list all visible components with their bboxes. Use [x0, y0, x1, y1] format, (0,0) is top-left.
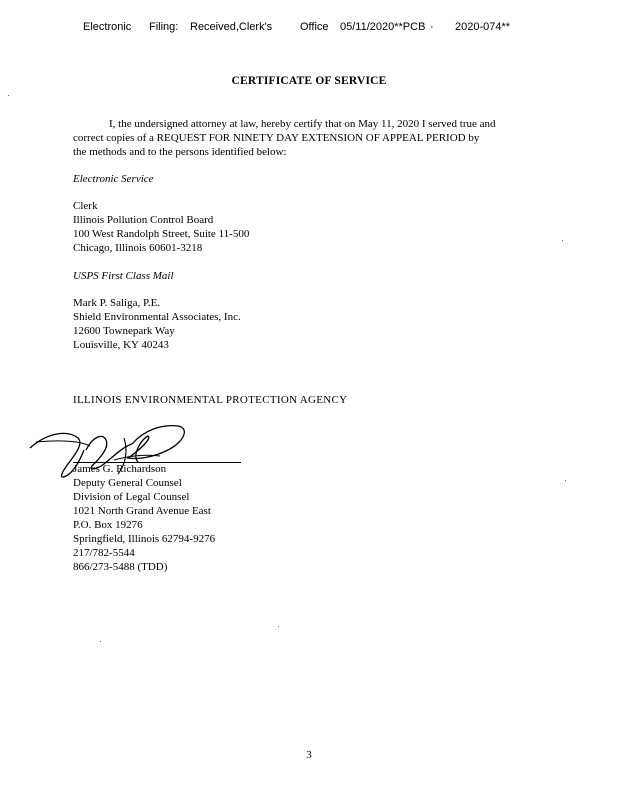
- agency-name: ILLINOIS ENVIRONMENTAL PROTECTION AGENCY: [73, 394, 348, 406]
- signer-line: James G. Richardson: [73, 463, 167, 475]
- header-word-office: Office: [300, 21, 329, 33]
- signer-line: P.O. Box 19276: [73, 519, 143, 531]
- signer-block: [73, 462, 215, 574]
- address-line: 12600 Townepark Way: [73, 325, 175, 337]
- header-word-received: Received,Clerk's: [190, 21, 273, 33]
- certification-paragraph: [73, 117, 553, 159]
- certification-line: I, the undersigned attorney at law, hereby certify that on May 11, 2020 I served true and: [109, 118, 496, 130]
- signer-line: 1021 North Grand Avenue East: [73, 505, 211, 517]
- signer-line: 866/273-5488 (TDD): [73, 561, 168, 573]
- electronic-service-label: Electronic Service: [73, 173, 154, 185]
- mail-service-label: USPS First Class Mail: [73, 270, 174, 282]
- header-case-number: 2020-074**: [455, 21, 511, 33]
- address-line: Clerk: [73, 200, 98, 212]
- address-line: Mark P. Saliga, P.E.: [73, 297, 161, 309]
- address-line: Illinois Pollution Control Board: [73, 214, 214, 226]
- header-dot: ·: [430, 21, 434, 33]
- header-filing-date: 05/11/2020**PCB: [340, 21, 426, 33]
- clerk-address-block: [73, 199, 249, 255]
- certification-line: the methods and to the persons identified below:: [73, 146, 287, 158]
- address-line: 100 West Randolph Street, Suite 11-500: [73, 228, 250, 240]
- address-line: Louisville, KY 40243: [73, 339, 169, 351]
- signer-line: Deputy General Counsel: [73, 477, 182, 489]
- scan-speck: [278, 626, 279, 627]
- signer-line: Springfield, Illinois 62794-9276: [73, 533, 216, 545]
- signer-line: Division of Legal Counsel: [73, 491, 190, 503]
- filing-stamp-header: [0, 21, 618, 37]
- header-word-electronic: Electronic: [83, 21, 132, 33]
- scan-speck: [8, 95, 9, 96]
- signer-line: 217/782-5544: [73, 547, 135, 559]
- certification-line: correct copies of a REQUEST FOR NINETY DAY EXTENSION OF APPEAL PERIOD by: [73, 132, 480, 144]
- scan-speck: [100, 641, 101, 642]
- address-line: Shield Environmental Associates, Inc.: [73, 311, 241, 323]
- scan-speck: [562, 240, 563, 241]
- page-number: 3: [306, 749, 312, 761]
- recipient-address-block: [73, 296, 241, 352]
- header-word-filing: Filing:: [149, 21, 179, 33]
- document-title: CERTIFICATE OF SERVICE: [231, 75, 387, 87]
- address-line: Chicago, Illinois 60601-3218: [73, 242, 203, 254]
- scan-speck: [565, 480, 566, 481]
